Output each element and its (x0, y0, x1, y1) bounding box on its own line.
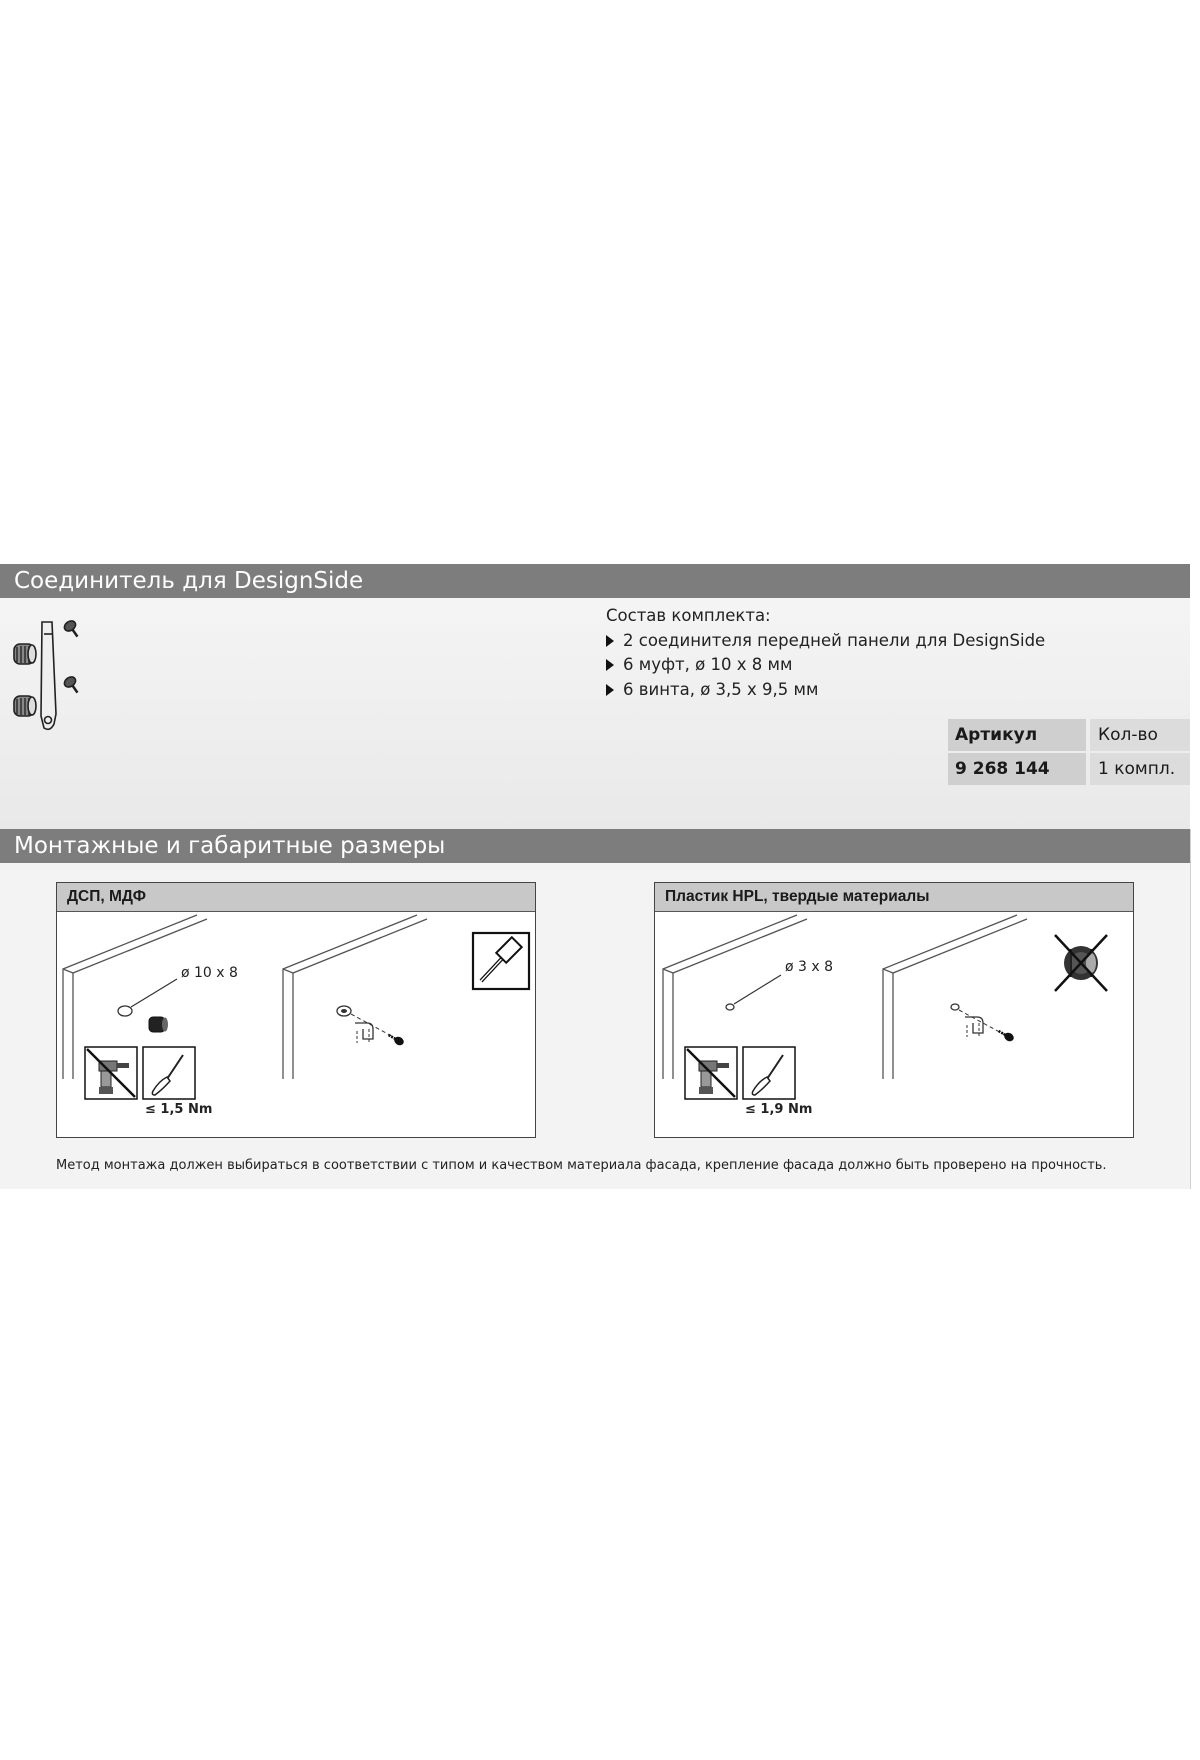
dimensions-section-title: Монтажные и габаритные размеры (0, 829, 1190, 863)
kit-contents (606, 604, 1045, 702)
quantity-value: 1 компл. (1090, 753, 1190, 785)
article-header: Артикул (948, 719, 1086, 751)
chipboard-mdf-panel-title: ДСП, МДФ (57, 883, 535, 912)
connector-section-title: Соединитель для DesignSide (0, 564, 1190, 598)
pilot-hole (726, 1004, 734, 1010)
table-row (948, 753, 1190, 785)
torque-label: ≤ 1,5 Nm (145, 1102, 213, 1117)
drill-hole (118, 1006, 132, 1016)
hpl-mounting-diagram (655, 911, 1133, 1137)
screwdriver-icon (743, 1047, 795, 1099)
kit-item-text: 6 муфт, ø 10 x 8 мм (623, 655, 793, 674)
no-sleeve-icon (1055, 935, 1107, 991)
hole-dimension-label: ø 10 x 8 (181, 965, 238, 981)
table-header-row (948, 719, 1190, 751)
sleeve-icon (149, 1017, 168, 1032)
kit-item (606, 678, 1045, 703)
connector-section (0, 564, 1190, 829)
torque-label: ≤ 1,9 Nm (745, 1102, 813, 1117)
no-drill-icon (85, 1047, 137, 1099)
kit-item (606, 653, 1045, 678)
hole-dimension-label: ø 3 x 8 (785, 959, 834, 975)
kit-heading: Состав комплекта: (606, 606, 771, 625)
quantity-header: Кол-во (1090, 719, 1190, 751)
assembly-illustration (951, 1004, 1015, 1043)
kit-item (606, 629, 1045, 654)
mounting-note: Метод монтажа должен выбираться в соответствии с типом и качеством материала фасада, крепление фасада должно быть проверено на прочность. (56, 1158, 1107, 1173)
chipboard-mdf-panel (56, 882, 536, 1138)
hpl-panel-title: Пластик HPL, твердые материалы (655, 883, 1133, 912)
kit-item-text: 2 соединителя передней панели для DesignSide (623, 630, 1046, 650)
article-number: 9 268 144 (948, 753, 1086, 785)
dimensions-section (0, 829, 1191, 1189)
hammer-icon (473, 933, 529, 989)
hpl-hard-materials-panel (654, 882, 1134, 1138)
bullet-arrow-icon (606, 684, 614, 696)
connector-product-image (6, 604, 116, 744)
kit-item-text: 6 винта, ø 3,5 x 9,5 мм (623, 679, 819, 699)
no-drill-icon (685, 1047, 737, 1099)
assembly-illustration (337, 1006, 405, 1047)
article-table (948, 719, 1190, 785)
bullet-arrow-icon (606, 659, 614, 671)
chipboard-mounting-diagram (57, 911, 535, 1137)
screwdriver-icon (143, 1047, 195, 1099)
bullet-arrow-icon (606, 635, 614, 647)
